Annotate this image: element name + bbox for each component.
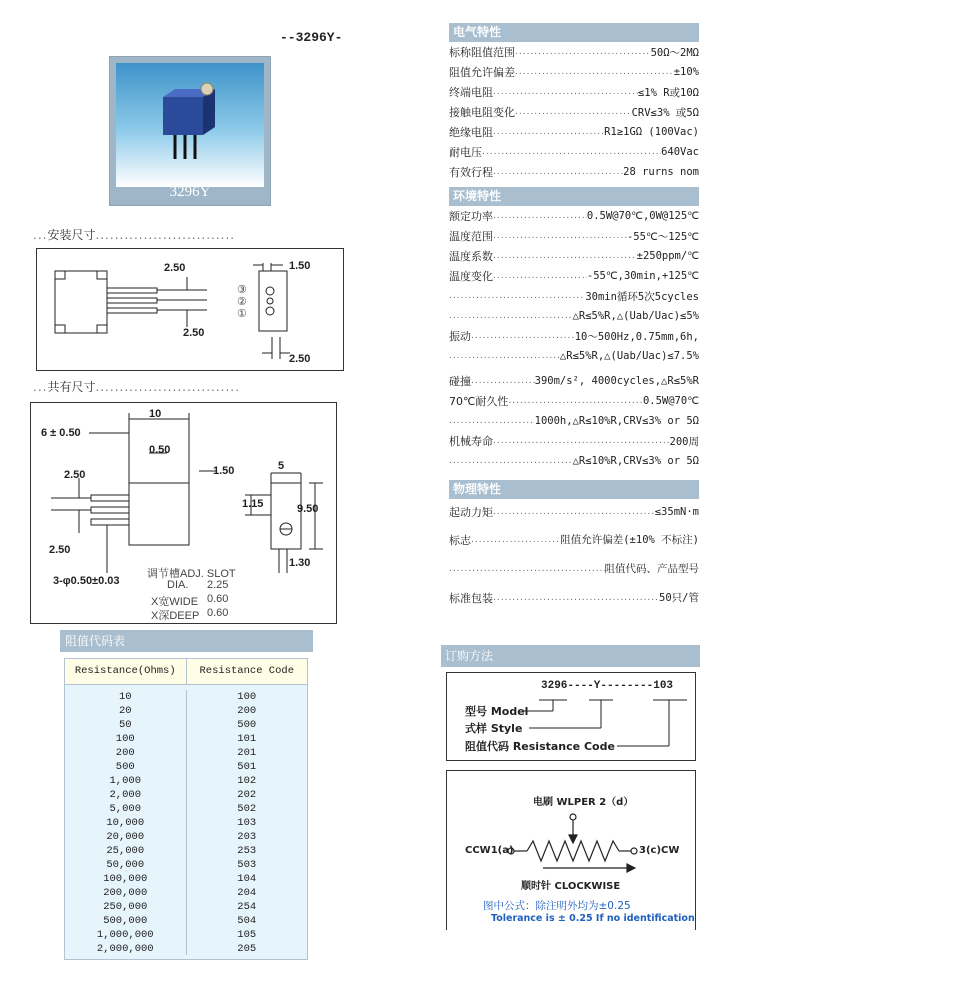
table-cell: 10,000 (106, 817, 145, 829)
table-cell: 2,000,000 (96, 943, 154, 955)
spec-leader-dots (493, 211, 587, 221)
spec-leader-dots (449, 416, 535, 426)
spec-value: 10～500Hz,0.75mm,6h, (574, 330, 699, 343)
mount-dim-1: 2.50 (164, 262, 186, 274)
spec-label: 标准包装 (449, 591, 493, 605)
mount-dim-4: 2.50 (289, 353, 311, 365)
spec-row (449, 554, 699, 583)
table-cell: 100,000 (103, 873, 148, 885)
table-cell: 100 (115, 733, 135, 745)
spec-row (449, 371, 699, 391)
tolerance-note-cn: 图中公式：除注明外均为±0.25 (483, 900, 631, 912)
spec-value: CRV≤3% 或5Ω (631, 106, 699, 119)
spec-leader-dots (493, 507, 655, 517)
spec-row (449, 42, 699, 62)
dim-250-top: 2.50 (64, 469, 86, 481)
spec-row (449, 246, 699, 266)
table-cell: 500,000 (103, 915, 148, 927)
slot-dia-label: DIA. (167, 579, 189, 591)
table-cell: 502 (237, 803, 257, 815)
dim-150: 1.50 (213, 465, 235, 477)
spec-leader-dots (493, 127, 604, 137)
slot-deep-value: 0.60 (207, 607, 229, 619)
spec-leader-dots (515, 47, 651, 57)
spec-row (449, 226, 699, 246)
dim-050: 0.50 (149, 444, 171, 456)
spec-label: 接触电阻变化 (449, 106, 515, 119)
spec-leader-dots (471, 376, 535, 386)
dim-6: 6 ± 0.50 (41, 427, 81, 439)
spec-value: 200周 (669, 435, 699, 448)
order-model: 型号 Model (465, 705, 529, 718)
slot-title: 调节槽ADJ. SLOT (147, 568, 236, 580)
table-cell: 203 (237, 831, 257, 843)
spec-leader-dots (493, 231, 627, 241)
resistance-table (64, 658, 308, 960)
spec-value: 28 rurns nom (623, 166, 699, 178)
spec-leader-dots (449, 311, 573, 321)
physical-section (449, 480, 699, 612)
spec-leader-dots (482, 147, 661, 157)
order-style: 式样 Style (465, 722, 523, 735)
table-cell: 202 (237, 789, 257, 801)
spec-row (449, 102, 699, 122)
spec-label: 终端电阻 (449, 86, 493, 99)
table-cell: 500 (237, 719, 257, 731)
pin-3-label: ③ (237, 284, 247, 296)
table-cell: 501 (237, 761, 257, 773)
slot-dia-value: 2.25 (207, 579, 229, 591)
spec-leader-dots (493, 593, 659, 603)
spec-row (449, 286, 699, 306)
electrical-rows (449, 42, 699, 182)
table-cell: 200 (237, 705, 257, 717)
mount-heading: ...安装尺寸............................. (33, 228, 236, 242)
spec-label: 振动 (449, 330, 471, 343)
spec-label: 温度变化 (449, 270, 493, 283)
spec-value: R1≥1GΩ (100Vac) (604, 126, 699, 138)
spec-value: △R≤5%R,△(Uab/Uac)≤7.5% (559, 350, 699, 362)
dim-950: 9.50 (297, 503, 319, 515)
spec-value: 640Vac (661, 146, 699, 158)
spec-value: ±10% (673, 66, 699, 78)
table-cell: 10 (118, 691, 132, 703)
table-cell: 1,000 (109, 775, 141, 787)
spec-row (449, 411, 699, 431)
spec-row (449, 162, 699, 182)
table-cell: 102 (237, 775, 257, 787)
dim-250-bottom: 2.50 (49, 544, 71, 556)
spec-row (449, 306, 699, 326)
dim-10: 10 (149, 408, 162, 420)
spec-value: -55℃,30min,+125℃ (586, 270, 699, 282)
pin-diameter: 3-φ0.50±0.03 (53, 575, 120, 587)
table-cell: 105 (237, 929, 257, 941)
spec-label: 额定功率 (449, 210, 493, 223)
table-cell: 20 (118, 705, 132, 717)
slot-deep-label: X深DEEP (151, 610, 200, 622)
spec-row (449, 583, 699, 612)
product-photo (109, 56, 271, 206)
table-cell: 201 (237, 747, 257, 759)
pin-1-label: ① (237, 308, 247, 320)
col-code-header: Resistance Code (199, 665, 294, 677)
dim-130: 1.30 (289, 557, 311, 569)
spec-value: 0.5W@70℃,0W@125℃ (586, 210, 699, 222)
table-cell: 253 (237, 845, 257, 857)
spec-label: 起动力矩 (449, 506, 493, 519)
spec-row (449, 82, 699, 102)
spec-label: 阻值允许偏差 (449, 66, 515, 79)
spec-value: △R≤5%R,△(Uab/Uac)≤5% (572, 310, 699, 322)
table-cell: 20,000 (106, 831, 145, 843)
spec-leader-dots (449, 351, 560, 361)
spec-row (449, 346, 699, 366)
spec-value: 50只/管 (659, 592, 699, 604)
spec-row (449, 142, 699, 162)
mount-dim-3: 1.50 (289, 260, 311, 272)
pin-2-label: ② (237, 296, 247, 308)
order-heading: 订购方法 (441, 645, 700, 667)
resistance-table-heading: 阻值代码表 (60, 630, 313, 652)
environment-rows (449, 206, 699, 366)
table-cell: 200 (115, 747, 135, 759)
table-cell: 103 (237, 817, 257, 829)
spec-value: △R≤10%R,CRV≤3% or 5Ω (572, 455, 699, 467)
potentiometer-image (155, 77, 225, 167)
overall-heading: ...共有尺寸.............................. (33, 380, 240, 394)
codes-column (187, 690, 308, 955)
mount-dim-2: 2.50 (183, 327, 205, 339)
spec-value: ≤1% R或10Ω (637, 86, 699, 99)
spec-leader-dots (449, 564, 605, 574)
spec-leader-dots (493, 87, 638, 97)
spec-leader-dots (493, 436, 670, 446)
table-cell: 25,000 (106, 845, 145, 857)
table-cell: 100 (237, 691, 257, 703)
spec-label: 标志 (449, 533, 471, 547)
table-cell: 504 (237, 915, 257, 927)
spec-leader-dots (508, 396, 643, 406)
environment-heading: 环境特性 (449, 187, 699, 206)
spec-value: 390m/s², 4000cycles,△R≤5%R (534, 375, 699, 387)
spec-row (449, 525, 699, 554)
physical-rows (449, 499, 699, 612)
wiper-label: 电刷 WLPER 2（d） (533, 797, 634, 808)
table-cell: 503 (237, 859, 257, 871)
table-cell: 254 (237, 901, 257, 913)
spec-row (449, 266, 699, 286)
page-title: --3296Y- (280, 30, 343, 45)
electrical-section (449, 23, 699, 182)
spec-label: 有效行程 (449, 166, 493, 179)
table-header (65, 659, 307, 685)
environment-section (449, 187, 699, 471)
spec-leader-dots (515, 67, 674, 77)
table-cell: 2,000 (109, 789, 141, 801)
table-cell: 5,000 (109, 803, 141, 815)
spec-row (449, 122, 699, 142)
dim-115: 1.15 (242, 498, 264, 510)
physical-heading: 物理特性 (449, 480, 699, 499)
table-cell: 500 (115, 761, 135, 773)
environment-rows-2 (449, 371, 699, 471)
col-ohms-header: Resistance(Ohms) (65, 659, 187, 684)
spec-leader-dots (515, 107, 632, 117)
spec-row (449, 431, 699, 451)
spec-label: 耐电压 (449, 146, 482, 159)
spec-label: 绝缘电阻 (449, 126, 493, 139)
table-cell: 200,000 (103, 887, 148, 899)
spec-leader-dots (471, 331, 575, 341)
spec-leader-dots (449, 291, 585, 301)
spec-row (449, 206, 699, 226)
spec-value: ±250ppm/℃ (636, 250, 699, 262)
table-cell: 204 (237, 887, 257, 899)
spec-leader-dots (493, 167, 623, 177)
spec-row (449, 499, 699, 525)
spec-row (449, 62, 699, 82)
spec-row (449, 326, 699, 346)
order-diagram (446, 672, 696, 761)
order-code: 3296----Y--------103 (541, 680, 674, 692)
ohms-column (65, 690, 187, 955)
photo-caption: 3296Y (169, 184, 211, 200)
circuit-diagram (446, 770, 696, 930)
table-cell: 50 (118, 719, 132, 731)
slot-wide-value: 0.60 (207, 593, 229, 605)
spec-label: 温度系数 (449, 250, 493, 263)
table-cell: 205 (237, 943, 257, 955)
spec-label: 70℃耐久性 (449, 395, 509, 408)
spec-label: 温度范围 (449, 230, 493, 243)
electrical-heading: 电气特性 (449, 23, 699, 42)
spec-value: -55℃～125℃ (626, 230, 699, 243)
tolerance-note-en: Tolerance is ± 0.25 If no identification (491, 913, 695, 924)
spec-label: 机械寿命 (449, 435, 493, 448)
spec-value: 阻值允许偏差(±10% 不标注) (560, 534, 699, 546)
ccw-label: CCW1(a) (465, 845, 514, 856)
spec-row (449, 391, 699, 411)
spec-value: 50Ω～2MΩ (650, 46, 699, 59)
table-cell: 1,000,000 (96, 929, 154, 941)
spec-leader-dots (471, 535, 560, 545)
table-cell: 50,000 (106, 859, 145, 871)
spec-leader-dots (493, 251, 637, 261)
spec-label: 标称阻值范围 (449, 46, 515, 59)
table-cell: 104 (237, 873, 257, 885)
table-cell: 250,000 (103, 901, 148, 913)
spec-label: 碰撞 (449, 375, 471, 388)
spec-value: 1000h,△R≤10%R,CRV≤3% or 5Ω (534, 415, 699, 427)
overall-diagram (30, 402, 337, 624)
spec-value: 阻值代码、产品型号 (604, 563, 699, 575)
spec-leader-dots (493, 271, 587, 281)
clockwise-label: 顺时针 CLOCKWISE (521, 881, 621, 892)
spec-value: 0.5W@70℃ (642, 395, 699, 407)
table-cell: 101 (237, 733, 257, 745)
slot-wide-label: X宽WIDE (151, 596, 199, 608)
mount-diagram (36, 248, 344, 371)
spec-value: ≤35mN·m (654, 506, 699, 518)
spec-row (449, 451, 699, 471)
dim-5: 5 (278, 460, 285, 472)
order-resistance-code: 阻值代码 Resistance Code (465, 740, 615, 753)
cw-label: 3(c)CW (639, 845, 680, 856)
spec-leader-dots (449, 456, 573, 466)
spec-value: 30min循环5次5cycles (585, 290, 699, 303)
